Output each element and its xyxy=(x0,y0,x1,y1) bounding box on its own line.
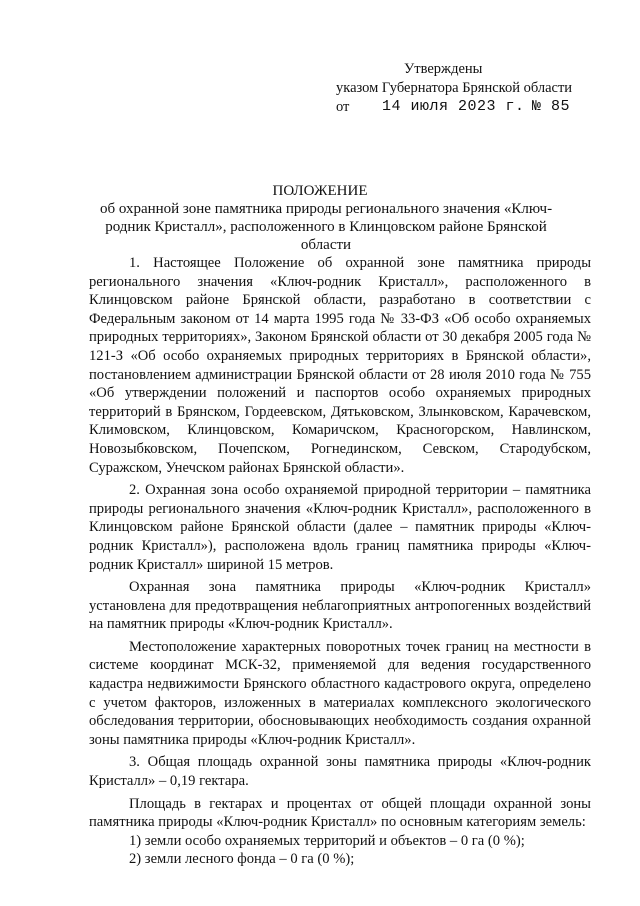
paragraph-3-area: Площадь в гектарах и процентах от общей площади охранной зоны памятника природы «Ключ-родник Кристалл» по основным категориям земель: xyxy=(89,795,591,831)
approval-from: от xyxy=(336,99,350,115)
paragraph-2-location: Местоположение характерных поворотных точек границ на местности в системе координат МСК-32, применяемой для ведения государственного кадастра недвижимости Брянского областного кадастрового округа, определено с учетом факторов, изложенных в материалах комплексного экологического обследования территории, обосновывающих необходимость создания охранной зоны памятника природы «Ключ-родник Кристалл». xyxy=(89,638,591,748)
approval-line-date xyxy=(336,98,606,117)
document-body xyxy=(89,254,591,869)
approval-date: 14 июля 2023 г. xyxy=(382,98,525,115)
approval-stamp xyxy=(336,60,606,117)
document-title: ПОЛОЖЕНИЕ xyxy=(272,183,368,199)
approval-number: № 85 xyxy=(532,98,571,115)
list-item: 2) земли лесного фонда – 0 га (0 %); xyxy=(129,851,355,868)
paragraph-3: 3. Общая площадь охранной зоны памятника природы «Ключ-родник Кристалл» – 0,19 гектара. xyxy=(89,754,591,790)
paragraph-1: 1. Настоящее Положение об охранной зоне памятника природы регионального значения «Ключ-родник Кристалл», расположенного в Клинцовском районе Брянской области, разработано в соответствии с Федеральным законом от 14 марта 1995 года № 33-ФЗ «Об особо охраняемых природных территориях», Законом Брянской области от 30 декабря 2005 года № 121-З «Об особо охраняемых природных территориях в Брянской области», постановлением администрации Брянской области от 28 июля 2010 года № 755 «Об утверждении положений и паспортов особо охраняемых природных территорий в Брянском, Гордеевском, Дятьковском, Злынковском, Карачевском, Климовском, Клинцовском, Комаричском, Красногорском, Навлинском, Новозыбковском, Почепском, Рогнединском, Севском, Стародубском, Суражском, Унечском районах Брянской области». xyxy=(89,255,591,476)
approval-line-decree: указом Губернатора Брянской области xyxy=(336,80,573,96)
paragraph-2-purpose: Охранная зона памятника природы «Ключ-родник Кристалл» установлена для предотвращения неблагоприятных антропогенных воздействий на памятник природы «Ключ-родник Кристалл». xyxy=(89,579,591,633)
paragraph-2: 2. Охранная зона особо охраняемой природной территории – памятника природы регионального значения «Ключ-родник Кристалл», расположенного в Клинцовском районе Брянской области (далее – памятник природы «Ключ-родник Кристалл»), расположена вдоль границ памятника природы «Ключ-родник Кристалл» шириной 15 метров. xyxy=(89,482,591,573)
approval-line-approved: Утверждены xyxy=(404,61,483,77)
list-item: 1) земли особо охраняемых территорий и объектов – 0 га (0 %); xyxy=(129,832,525,849)
document-subtitle: об охранной зоне памятника природы регионального значения «Ключ-родник Кристалл», расположенного в Клинцовском районе Брянской области xyxy=(99,201,553,253)
